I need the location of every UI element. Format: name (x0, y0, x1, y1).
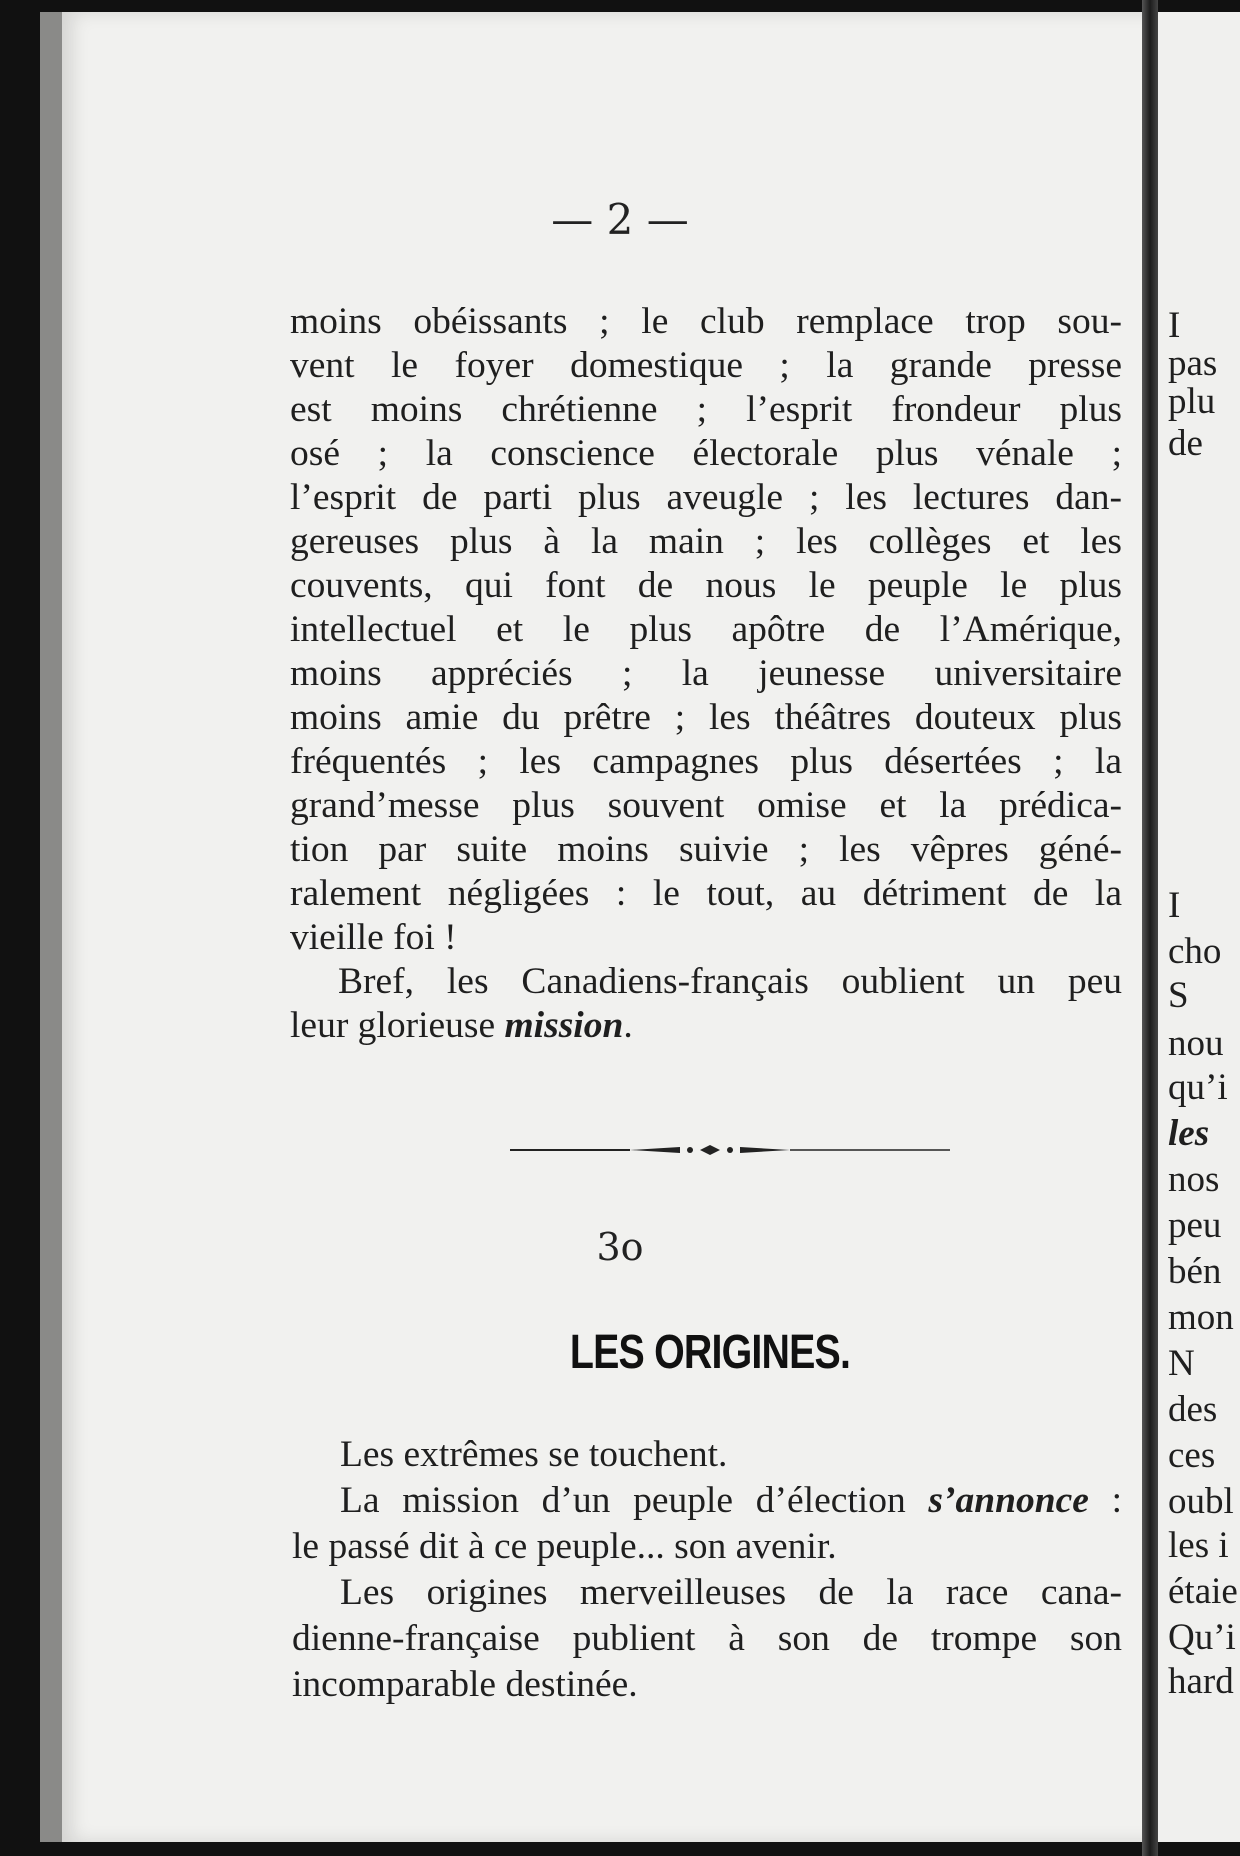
text-line: moins amie du prêtre ; les théâtres douteux plus (290, 697, 1122, 738)
text-line: l’esprit de parti plus aveugle ; les lectures dan- (290, 477, 1122, 518)
text-line: intellectuel et le plus apôtre de l’Amérique, (290, 609, 1122, 650)
right-fragment: nou (1168, 1023, 1224, 1064)
right-fragment: de (1168, 423, 1203, 464)
right-page (1158, 12, 1240, 1842)
right-fragment: les (1168, 1113, 1210, 1154)
text-line: moins appréciés ; la jeunesse universitaire (290, 653, 1122, 694)
text-line: incomparable destinée. (292, 1664, 638, 1705)
text-line: le passé dit à ce peuple... son avenir. (292, 1526, 837, 1567)
right-fragment: nos (1168, 1159, 1220, 1200)
text-fragment: : (1088, 1480, 1122, 1521)
right-fragment: plu (1168, 381, 1216, 422)
ornamental-rule (510, 1140, 950, 1160)
right-fragment: mon (1168, 1297, 1234, 1338)
right-fragment: ces (1168, 1435, 1216, 1476)
right-fragment: N (1168, 1343, 1195, 1384)
right-fragment: cho (1168, 931, 1222, 972)
right-fragment: les i (1168, 1525, 1229, 1566)
right-fragment: I (1168, 885, 1181, 926)
text-line: ralement négligées : le tout, au détriment de la (290, 873, 1122, 914)
emphasis-text: s’annonce (928, 1480, 1089, 1521)
page-gutter (1142, 0, 1158, 1856)
text-line: Bref, les Canadiens-français oublient un peu (338, 961, 1122, 1002)
text-line: Les origines merveilleuses de la race cana- (340, 1572, 1122, 1613)
right-fragment: hard (1168, 1661, 1234, 1702)
right-fragment: des (1168, 1389, 1218, 1430)
text-fragment: leur glorieuse (290, 1005, 505, 1046)
right-fragment: S (1168, 975, 1189, 1016)
text-line: tion par suite moins suivie ; les vêpres géné- (290, 829, 1122, 870)
right-fragment: peu (1168, 1205, 1222, 1246)
right-fragment: bén (1168, 1251, 1222, 1292)
right-fragment: pas (1168, 343, 1218, 384)
page-number: — 2 — (551, 195, 689, 244)
text-line: couvents, qui font de nous le peuple le plus (290, 565, 1122, 606)
text-fragment: . (623, 1005, 633, 1046)
right-fragment: I (1168, 305, 1181, 346)
paragraph-continued (290, 300, 1122, 960)
text-line: Les extrêmes se touchent. (340, 1434, 728, 1475)
text-line: grand’messe plus souvent omise et la prédica- (290, 785, 1122, 826)
text-line (292, 1478, 1122, 1524)
text-line (290, 1004, 1122, 1048)
text-line: vent le foyer domestique ; la grande presse (290, 345, 1122, 386)
text-line: moins obéissants ; le club remplace trop sou- (290, 301, 1122, 342)
section-body (292, 1432, 1122, 1708)
text-line: dienne-française publient à son de trompe son (292, 1618, 1122, 1659)
text-line: fréquentés ; les campagnes plus désertées ; la (290, 741, 1122, 782)
section-number: 3o (596, 1225, 644, 1269)
text-line: osé ; la conscience électorale plus vénale ; (290, 433, 1122, 474)
text-line: vieille foi ! (290, 917, 457, 958)
text-fragment: La mission d’un peuple d’élection (340, 1480, 929, 1521)
emphasis-text: mission (504, 1005, 624, 1046)
text-line: gereuses plus à la main ; les collèges et les (290, 521, 1122, 562)
continued-text (290, 300, 1122, 1048)
section-title: LES ORIGINES. (569, 1326, 851, 1379)
right-fragment: étaie (1168, 1571, 1238, 1612)
right-fragment: oubl (1168, 1481, 1234, 1522)
text-line: est moins chrétienne ; l’esprit frondeur plus (290, 389, 1122, 430)
right-fragment: qu’i (1168, 1067, 1228, 1108)
right-fragment: Qu’i (1168, 1617, 1236, 1658)
paragraph-bref (290, 960, 1122, 1048)
